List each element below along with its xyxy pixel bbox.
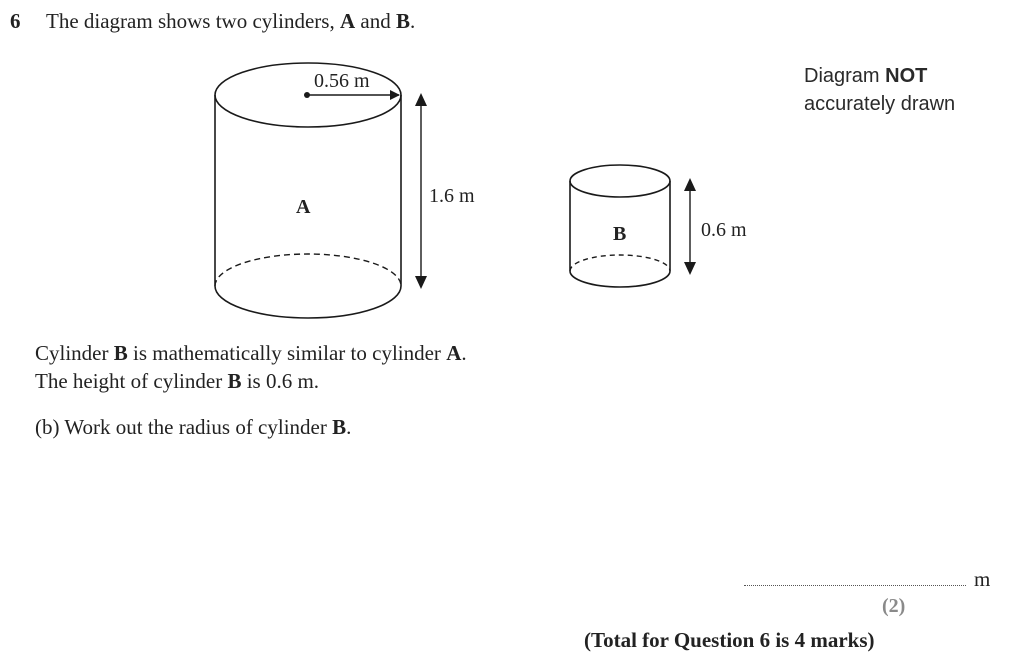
part-b-end: . xyxy=(346,415,352,439)
cylinder-b-bottom-back xyxy=(570,255,670,271)
statement-1-b: B xyxy=(113,341,128,365)
cylinder-b-top xyxy=(570,165,670,197)
intro-text: The diagram shows two cylinders, xyxy=(46,9,340,33)
height-b-arrowhead-top xyxy=(684,178,696,191)
cylinder-a-bottom-back xyxy=(215,254,401,286)
height-b-label: 0.6 m xyxy=(701,219,747,241)
note-not-word: NOT xyxy=(885,65,928,87)
statement-1-mid: is mathematically similar to cylinder xyxy=(127,341,447,365)
part-b-question xyxy=(35,415,351,440)
statement-1-before: Cylinder xyxy=(35,341,114,365)
cylinder-a-height-arrow xyxy=(415,93,475,289)
intro-label-b: B xyxy=(395,9,410,33)
height-a-arrowhead-bottom xyxy=(415,276,427,289)
total-marks: (Total for Question 6 is 4 marks) xyxy=(584,628,875,652)
statement-line-2 xyxy=(35,369,319,394)
question-number: 6 xyxy=(10,9,21,33)
height-b-arrowhead-bottom xyxy=(684,262,696,275)
marks-badge: (2) xyxy=(882,595,906,617)
statement-line-1 xyxy=(35,341,467,366)
cylinder-a xyxy=(215,63,401,318)
cylinder-a-bottom-front xyxy=(215,286,401,318)
cylinder-a-label: A xyxy=(296,196,311,218)
statement-2-before: The height of cylinder xyxy=(35,369,228,393)
statement-2-b: B xyxy=(227,369,242,393)
height-a-arrowhead-top xyxy=(415,93,427,106)
cylinder-b xyxy=(570,165,670,287)
intro-end: . xyxy=(409,9,416,33)
cylinder-b-label: B xyxy=(613,223,627,245)
statement-1-end: . xyxy=(461,341,467,365)
answer-line[interactable] xyxy=(744,585,966,586)
answer-unit: m xyxy=(974,567,991,591)
note-diagram-word: Diagram xyxy=(804,65,886,87)
cylinder-b-bottom-front xyxy=(570,271,670,287)
height-a-label: 1.6 m xyxy=(429,185,475,207)
note-line-2: accurately drawn xyxy=(804,93,956,115)
intro-and: and xyxy=(355,9,396,33)
radius-label: 0.56 m xyxy=(314,70,370,92)
intro-label-a: A xyxy=(339,9,356,33)
part-b-label-b: B xyxy=(332,415,347,439)
part-b-prefix: (b) xyxy=(35,415,60,439)
part-b-text: Work out the radius of cylinder xyxy=(59,415,333,439)
cylinder-b-height-arrow xyxy=(684,178,747,275)
statement-1-a: A xyxy=(446,341,462,365)
statement-2-end: is 0.6 m. xyxy=(241,369,320,393)
